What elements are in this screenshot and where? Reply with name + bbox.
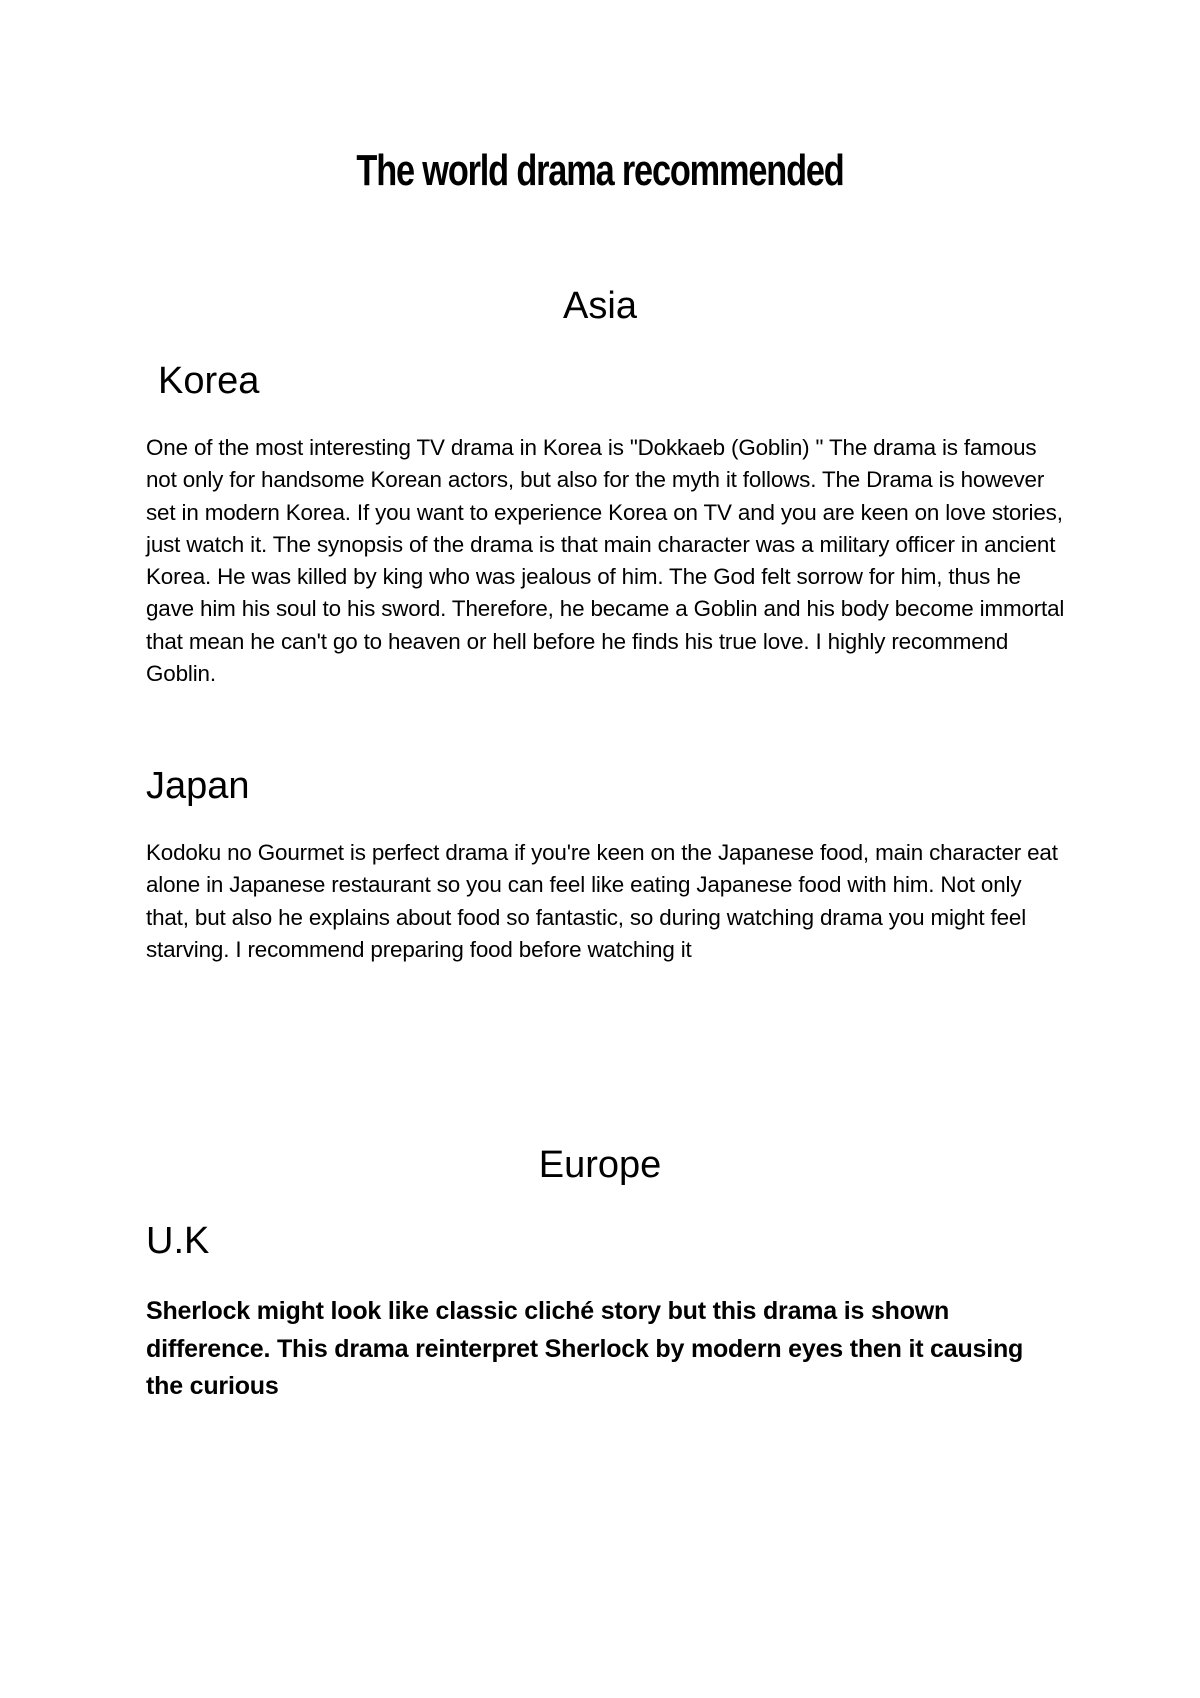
country-heading-japan: Japan [146, 765, 250, 807]
japan-paragraph: Kodoku no Gourmet is perfect drama if you're keen on the Japanese food, main character eat alone in Japanese restaurant so you can feel like eating Japanese food with him. Not only that, but also he explains about food so fantastic, so during watching drama you might feel starving. I recommend preparing food before watching it [146, 840, 1058, 962]
country-heading-korea: Korea [158, 360, 260, 402]
country-heading-uk: U.K [146, 1220, 210, 1262]
document-title: The world drama recommended [356, 146, 844, 195]
uk-paragraph: Sherlock might look like classic cliché story but this drama is shown difference. This drama reinterpret Sherlock by modern eyes then it causing the curious [146, 1297, 1024, 1400]
region-heading-asia: Asia [563, 285, 637, 327]
korea-paragraph: One of the most interesting TV drama in Korea is "Dokkaeb (Goblin) " The drama is famous not only for handsome Korean actors, but also for the myth it follows. The Drama is however set in modern Korea. If you want to experience Korea on TV and you are keen on love stories, just watch it. The synopsis of the drama is that main character was a military officer in ancient Korea. He was killed by king who was jealous of him. The God felt sorrow for him, thus he gave him his soul to his sword. Therefore, he became a Goblin and his body become immortal that mean he can't go to heaven or hell before he finds his true love. I highly recommend Goblin. [146, 435, 1065, 687]
region-heading-europe: Europe [538, 1144, 662, 1186]
